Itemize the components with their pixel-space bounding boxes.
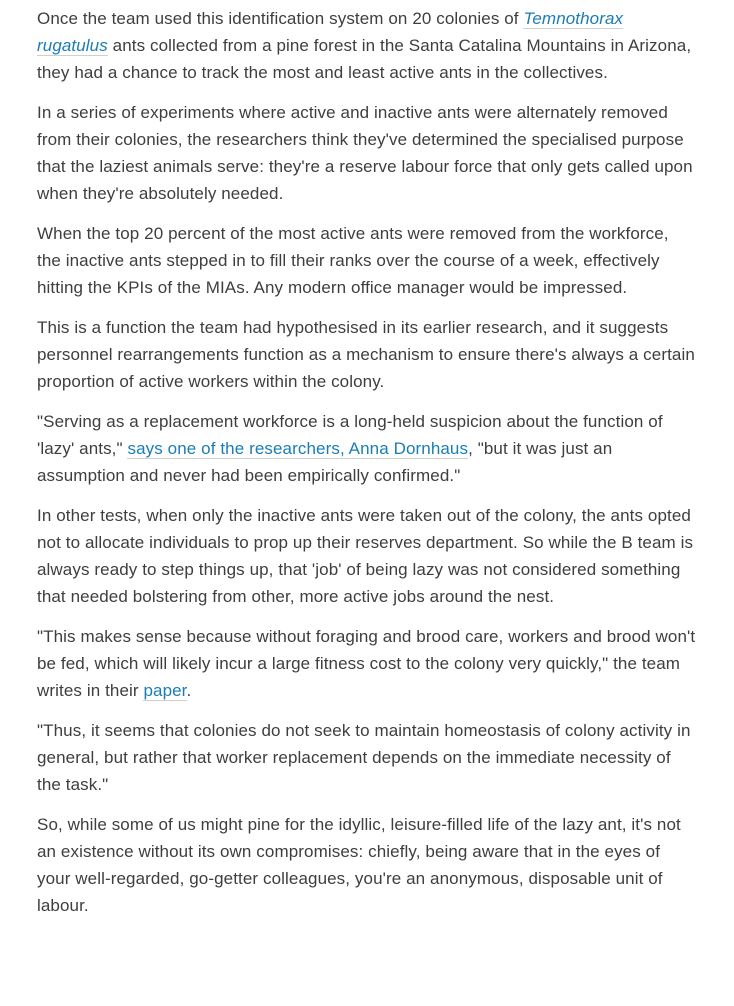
paragraph [37,5,697,86]
paragraph-text: In other tests, when only the inactive ants were taken out of the colony, the ants opted not to allocate individuals to prop up their reserves department. So while the B team is always ready to step things up, that 'job' of being lazy was not considered something that needed bolstering from other, more active jobs around the nest. [37,506,694,606]
paragraph [37,314,697,395]
paragraph [37,811,697,919]
inline-link[interactable]: paper [143,681,187,700]
inline-link[interactable]: says one of the researchers, Anna Dornhaus [127,439,469,458]
paragraph-text: Once the team used this identification system on 20 colonies of [37,9,524,28]
paragraph-text: "Serving as a replacement workforce is a long-held suspicion about the function of 'lazy' ants," [37,412,663,458]
paragraph [37,408,697,489]
paragraph-text: This is a function the team had hypothesised in its earlier research, and it suggests personnel rearrangements function as a mechanism to ensure there's always a certain proportion of active workers within the colony. [37,318,695,391]
paragraph-text: In a series of experiments where active and inactive ants were alternately removed from their colonies, the researchers think they've determined the specialised purpose that the laziest animals serve: they're a reserve labour force that only gets called upon when they're absolutely needed. [37,103,693,203]
paragraph-text: When the top 20 percent of the most active ants were removed from the workforce, the inactive ants stepped in to fill their ranks over the course of a week, effectively hitting the KPIs of the MIAs. Any modern office manager would be impressed. [37,224,669,297]
paragraph-text: . [186,681,192,700]
paragraph-text: , "but it was just an assumption and never had been empirically confirmed." [37,439,613,485]
paragraph [37,717,697,798]
paragraph [37,623,697,704]
paragraph-text: "This makes sense because without foraging and brood care, workers and brood won't be fed, which will likely incur a large fitness cost to the colony very quickly," the team writes in their [37,627,696,700]
paragraph-text: So, while some of us might pine for the idyllic, leisure-filled life of the lazy ant, it's not an existence without its own compromises: chiefly, being aware that in the eyes of your well-regarded, go-getter colleagues, you're an anonymous, disposable unit of labour. [37,815,681,915]
paragraph [37,99,697,207]
paragraph [37,220,697,301]
paragraph-text: "Thus, it seems that colonies do not seek to maintain homeostasis of colony activity in general, but rather that worker replacement depends on the immediate necessity of the task." [37,721,691,794]
inline-link[interactable]: Temnothorax rugatulus [37,9,624,55]
paragraph-text: ants collected from a pine forest in the Santa Catalina Mountains in Arizona, they had a chance to track the most and least active ants in the collectives. [37,36,692,82]
paragraph [37,502,697,610]
